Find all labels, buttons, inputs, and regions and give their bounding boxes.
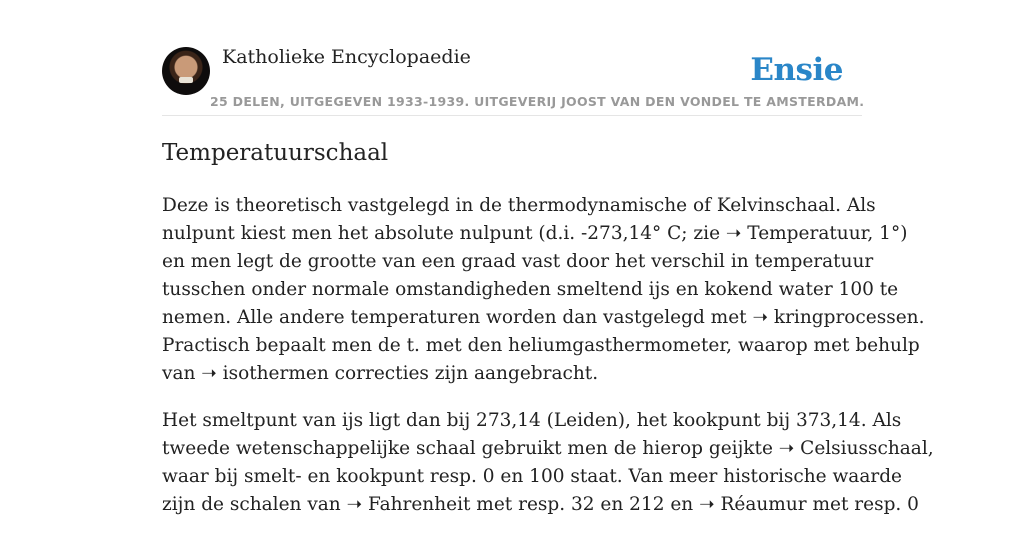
text-line: tusschen onder normale omstandigheden smeltend ijs en kokend water 100 te [162,279,899,300]
text-line[interactable]: tweede wetenschappelijke schaal gebruikt men de hierop geijkte ➝ Celsiusschaal, [162,438,934,459]
article-body [162,192,934,538]
text-line[interactable]: nemen. Alle andere temperaturen worden dan vastgelegd met ➝ kringprocessen. [162,307,925,328]
text-line: Deze is theoretisch vastgelegd in de thermodynamische of Kelvinschaal. Als [162,195,876,216]
paragraph-2 [162,407,934,519]
text-line[interactable]: van ➝ isothermen correcties zijn aangebracht. [162,363,599,384]
site-header [162,46,865,116]
text-line: Practisch bepaalt men de t. met den heliumgasthermometer, waarop met behulp [162,335,920,356]
text-line: waar bij smelt- en kookpunt resp. 0 en 100 staat. Van meer historische waarde [162,466,902,487]
text-line[interactable]: nulpunt kiest men het absolute nulpunt (d.i. -273,14° C; zie ➝ Temperatuur, 1°) [162,223,908,244]
site-title[interactable]: Katholieke Encyclopaedie [222,46,471,68]
text-line[interactable]: zijn de schalen van ➝ Fahrenheit met resp. 32 en 212 en ➝ Réaumur met resp. 0 [162,494,919,515]
site-subtitle: 25 DELEN, UITGEGEVEN 1933-1939. UITGEVERIJ JOOST VAN DEN VONDEL TE AMSTERDAM. [210,94,865,109]
text-line: en men legt de grootte van een graad vast door het verschil in temperatuur [162,251,874,272]
text-line: Het smeltpunt van ijs ligt dan bij 273,14 (Leiden), het kookpunt bij 373,14. Als [162,410,902,431]
ensie-logo[interactable]: Ensie [750,52,843,88]
portrait-avatar-icon[interactable] [162,47,210,95]
avatar-collar [179,77,193,83]
paragraph-1 [162,192,925,388]
article-title: Temperatuurschaal [162,140,389,166]
header-divider [162,115,862,116]
